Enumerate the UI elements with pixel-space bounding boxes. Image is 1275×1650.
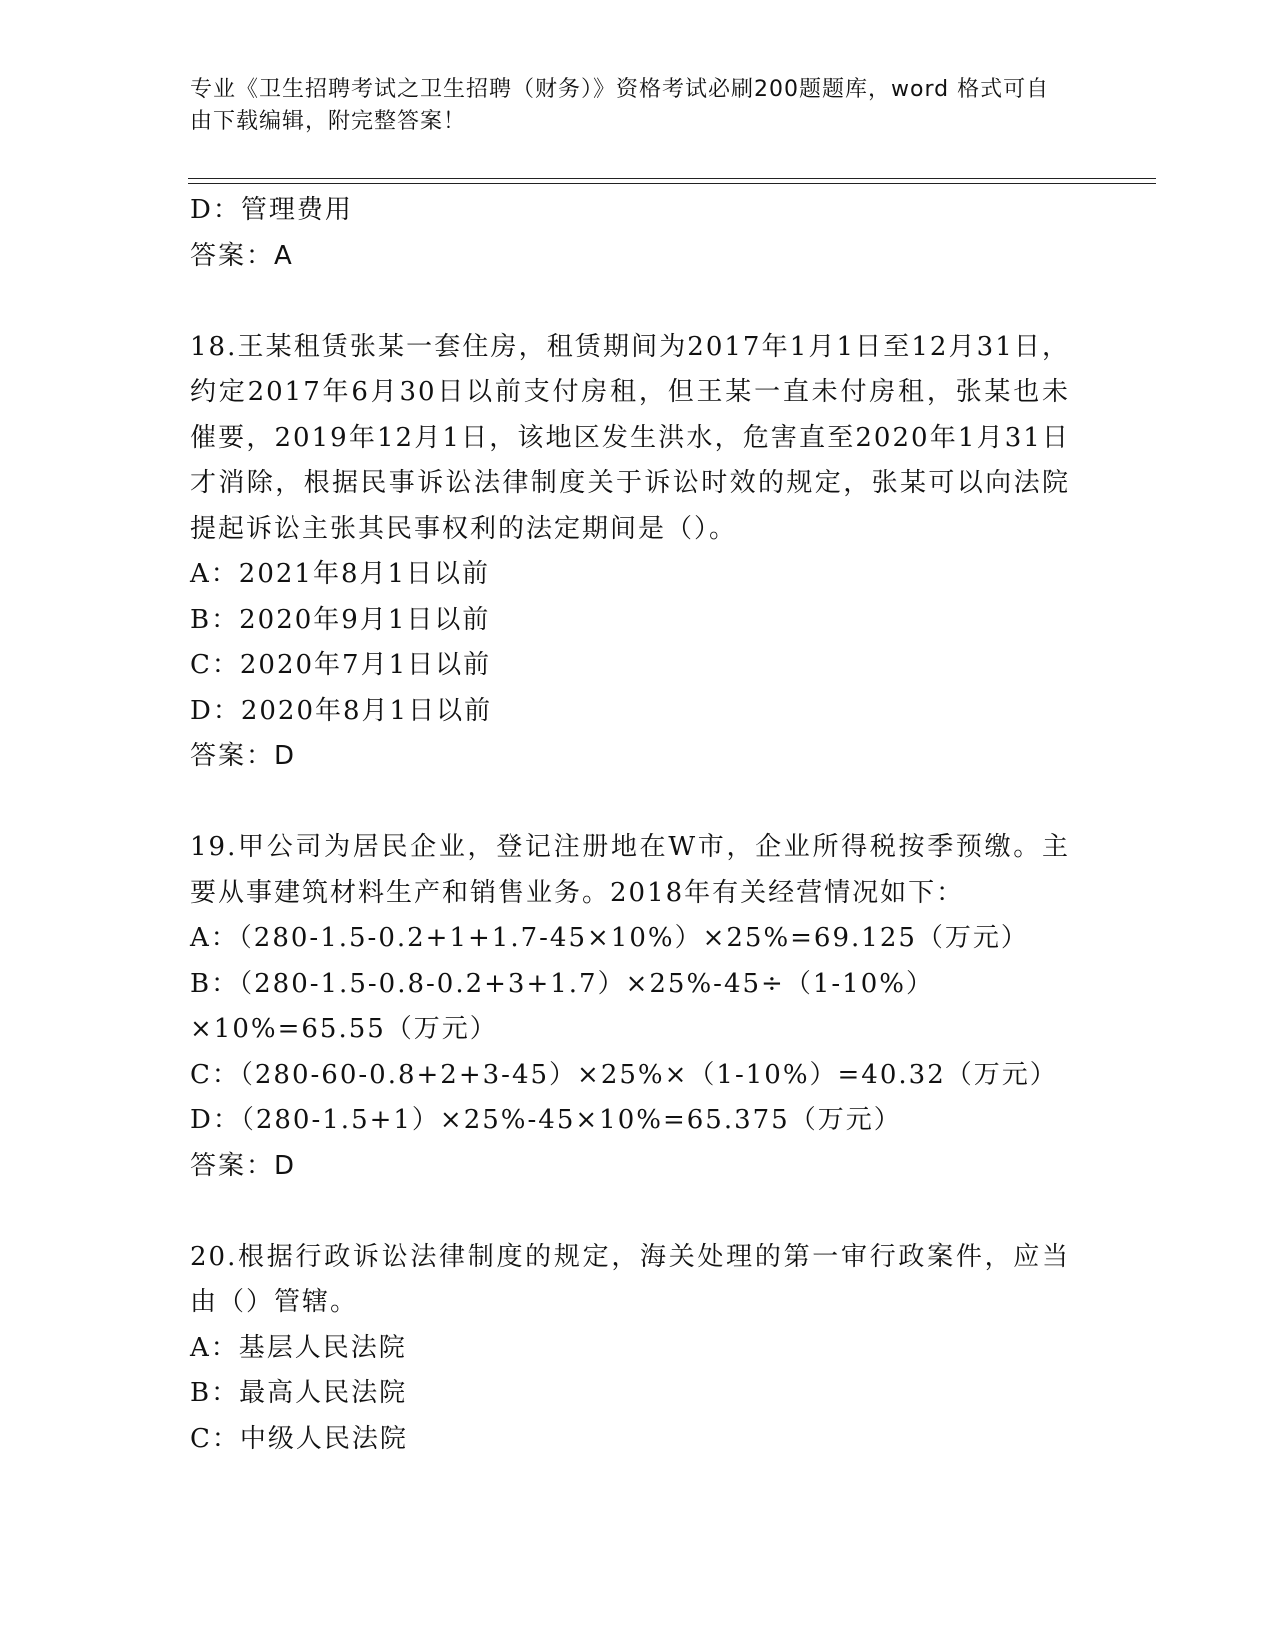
option-c: C：中级人民法院	[190, 1423, 408, 1454]
answer: 答案：D	[190, 741, 297, 771]
header-rule-top	[188, 178, 1156, 179]
option-b: B：2020年9月1日以前	[190, 604, 491, 635]
option-d: D：2020年8月1日以前	[190, 695, 493, 726]
question-text: 19.甲公司为居民企业，登记注册地在W市，企业所得税按季预缴。主要从事建筑材料生产和销售业务。2018年有关经营情况如下：	[190, 832, 1070, 908]
header-rule-bottom	[188, 183, 1156, 184]
option-a: A：基层人民法院	[190, 1332, 407, 1363]
option-c: C：（280-60-0.8+2+3-45）×25%×（1-10%）=40.32（万元）	[190, 1059, 1058, 1090]
page-header: 专业《卫生招聘考试之卫生招聘（财务）》资格考试必刷200题题库，word 格式可自由下载编辑，附完整答案！	[190, 77, 1050, 134]
question-19	[190, 825, 1070, 1189]
option-d: D：（280-1.5+1）×25%-45×10%=65.375（万元）	[190, 1105, 902, 1135]
document-body	[190, 188, 1070, 1462]
option-c: C：2020年7月1日以前	[190, 650, 492, 680]
option-b: B：（280-1.5-0.8-0.2+3+1.7）×25%-45÷（1-10%）×10%=65.55（万元）	[190, 968, 934, 1044]
answer: 答案：A	[190, 240, 294, 271]
option-a: A：（280-1.5-0.2+1+1.7-45×10%）×25%=69.125（万元）	[190, 923, 1029, 953]
question-text: 18.王某租赁张某一套住房，租赁期间为2017年1月1日至12月31日，约定2017年6月30日以前支付房租，但王某一直未付房租，张某也未催要，2019年12月1日，该地区发生洪水，危害直至2020年1月31日才消除，根据民事诉讼法律制度关于诉讼时效的规定，张某可以向法院提起诉讼主张其民事权利的法定期间是（）。	[190, 331, 1070, 544]
question-18	[190, 325, 1070, 780]
question-20	[190, 1235, 1070, 1463]
previous-question-tail	[190, 188, 1070, 279]
option-a: A：2021年8月1日以前	[190, 559, 491, 589]
option-b: B：最高人民法院	[190, 1378, 408, 1408]
answer: 答案：D	[190, 1150, 297, 1181]
option-d: D：管理费用	[190, 195, 353, 225]
question-text: 20.根据行政诉讼法律制度的规定，海关处理的第一审行政案件，应当由（）管辖。	[190, 1241, 1070, 1317]
